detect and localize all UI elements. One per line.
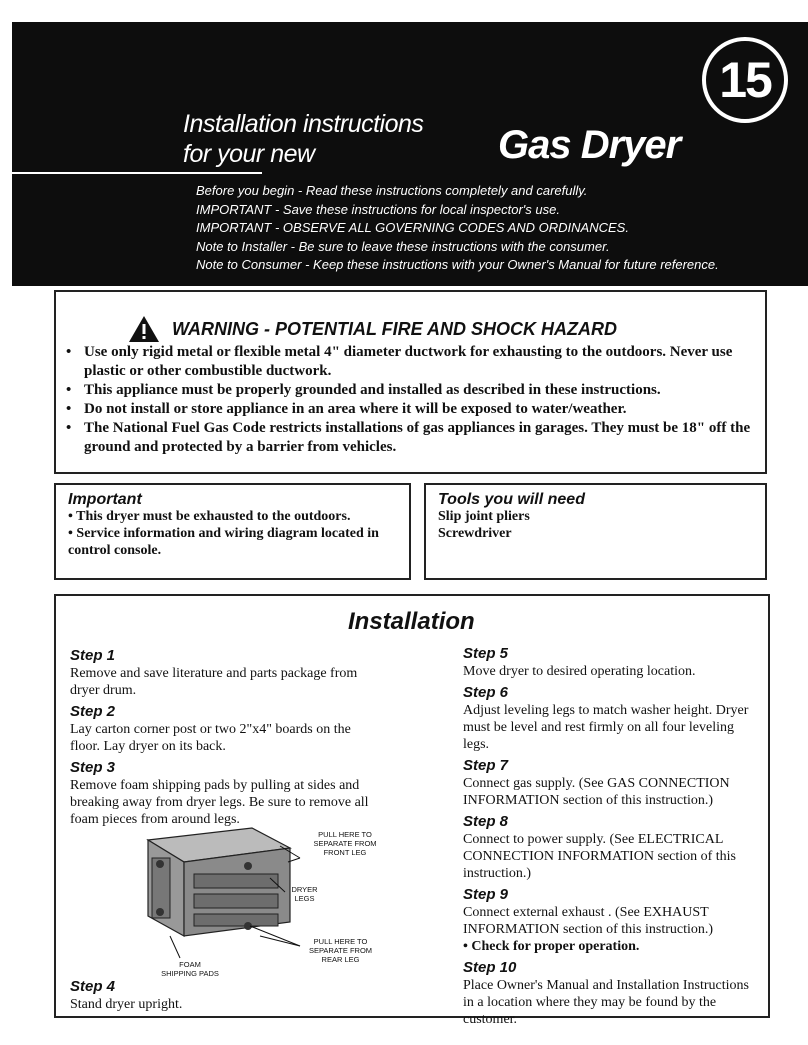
important-title: Important: [68, 491, 142, 508]
header-note: IMPORTANT - Save these instructions for local inspector's use.: [196, 201, 560, 217]
step-text: Connect gas supply. (See GAS CONNECTION INFORMATION section of this instruction.): [463, 776, 730, 808]
step-text: Adjust leveling legs to match washer height. Dryer must be level and rest firmly on all four leveling legs.: [463, 703, 749, 752]
step-text: Place Owner's Manual and Installation Instructions in a location where they may be found by the customer.: [463, 978, 749, 1027]
step-label: Step 9: [463, 886, 509, 903]
step-label: Step 4: [70, 978, 116, 995]
steps-right-column: [463, 645, 763, 1032]
step-text: Connect external exhaust . (See EXHAUST INFORMATION section of this instruction.): [463, 905, 714, 937]
step-text: Remove foam shipping pads by pulling at sides and breaking away from dryer legs. Be sure to remove all foam pieces from around legs.: [70, 778, 369, 827]
header-title-line2: for your new: [183, 140, 315, 168]
step-block: [463, 684, 763, 753]
step-label: Step 10: [463, 959, 517, 976]
header-notes: [196, 182, 719, 275]
step-label: Step 2: [70, 703, 116, 720]
header-note: Note to Installer - Be sure to leave these instructions with the consumer.: [196, 238, 610, 254]
warning-triangle-icon: [128, 315, 160, 343]
step-block: [70, 703, 370, 755]
figure-label-front: PULL HERE TO SEPARATE FROM FRONT LEG: [313, 830, 377, 857]
header-note: Note to Consumer - Keep these instructions with your Owner's Manual for future reference.: [196, 257, 719, 272]
step-text: Lay carton corner post or two 2"x4" boards on the floor. Lay dryer on its back.: [70, 722, 351, 754]
step-text: Connect to power supply. (See ELECTRICAL CONNECTION INFORMATION section of this instruction.): [463, 832, 736, 881]
figure-leader-lines: [140, 818, 400, 963]
step-block: [463, 813, 763, 882]
step-label: Step 7: [463, 757, 509, 774]
header-note: Before you begin - Read these instructions completely and carefully.: [196, 183, 588, 198]
warning-item: • Do not install or store appliance in an area where it will be exposed to water/weather.: [64, 400, 754, 419]
warning-title: WARNING - POTENTIAL FIRE AND SHOCK HAZARD: [172, 318, 617, 339]
step-label: Step 3: [70, 759, 116, 776]
warning-list: [64, 343, 754, 457]
warning-item: • The National Fuel Gas Code restricts installations of gas appliances in garages. They must be 18" off the ground and protected by a barrier from vehicles.: [64, 419, 754, 457]
tool-item: Screwdriver: [438, 526, 512, 541]
step-block: [463, 645, 763, 680]
header-title-line1: Installation instructions: [183, 110, 424, 138]
product-title: Gas Dryer: [498, 123, 681, 167]
tool-item: Slip joint pliers: [438, 509, 530, 524]
step-block: [70, 647, 370, 699]
header-rule: [12, 172, 262, 174]
step-label: Step 6: [463, 684, 509, 701]
step-text: Stand dryer upright.: [70, 997, 183, 1012]
important-content: [68, 491, 403, 559]
installation-title: Installation: [348, 608, 475, 635]
step-block: [463, 959, 763, 1028]
warning-item: • Use only rigid metal or flexible metal 4" diameter ductwork for exhausting to the outdoors. Never use plastic or other combustible ductwork.: [64, 343, 754, 381]
step-label: Step 5: [463, 645, 509, 662]
important-line: • This dryer must be exhausted to the outdoors.: [68, 509, 351, 524]
figure-label-pads: FOAM SHIPPING PADS: [161, 960, 219, 978]
warning-item: • This appliance must be properly grounded and installed as described in these instructions.: [64, 381, 754, 400]
step-block: [463, 757, 763, 809]
important-line: • Service information and wiring diagram located in control console.: [68, 526, 379, 558]
step-label: Step 1: [70, 647, 116, 664]
figure-label-rear: PULL HERE TO SEPARATE FROM REAR LEG: [308, 937, 373, 964]
step-block: [463, 886, 763, 955]
step-label: Step 8: [463, 813, 509, 830]
steps-left-column: [70, 647, 370, 832]
figure-label-legs: DRYER LEGS: [291, 885, 318, 903]
step-text: Move dryer to desired operating location.: [463, 664, 696, 679]
step-extra: • Check for proper operation.: [463, 939, 640, 954]
warning-header: [128, 315, 617, 343]
tools-title: Tools you will need: [438, 491, 585, 508]
step-block: [70, 978, 270, 1013]
tools-content: [438, 491, 758, 542]
page-number-badge: 15: [702, 37, 788, 123]
step-text: Remove and save literature and parts package from dryer drum.: [70, 666, 358, 698]
header-note: IMPORTANT - OBSERVE ALL GOVERNING CODES AND ORDINANCES.: [196, 220, 629, 235]
